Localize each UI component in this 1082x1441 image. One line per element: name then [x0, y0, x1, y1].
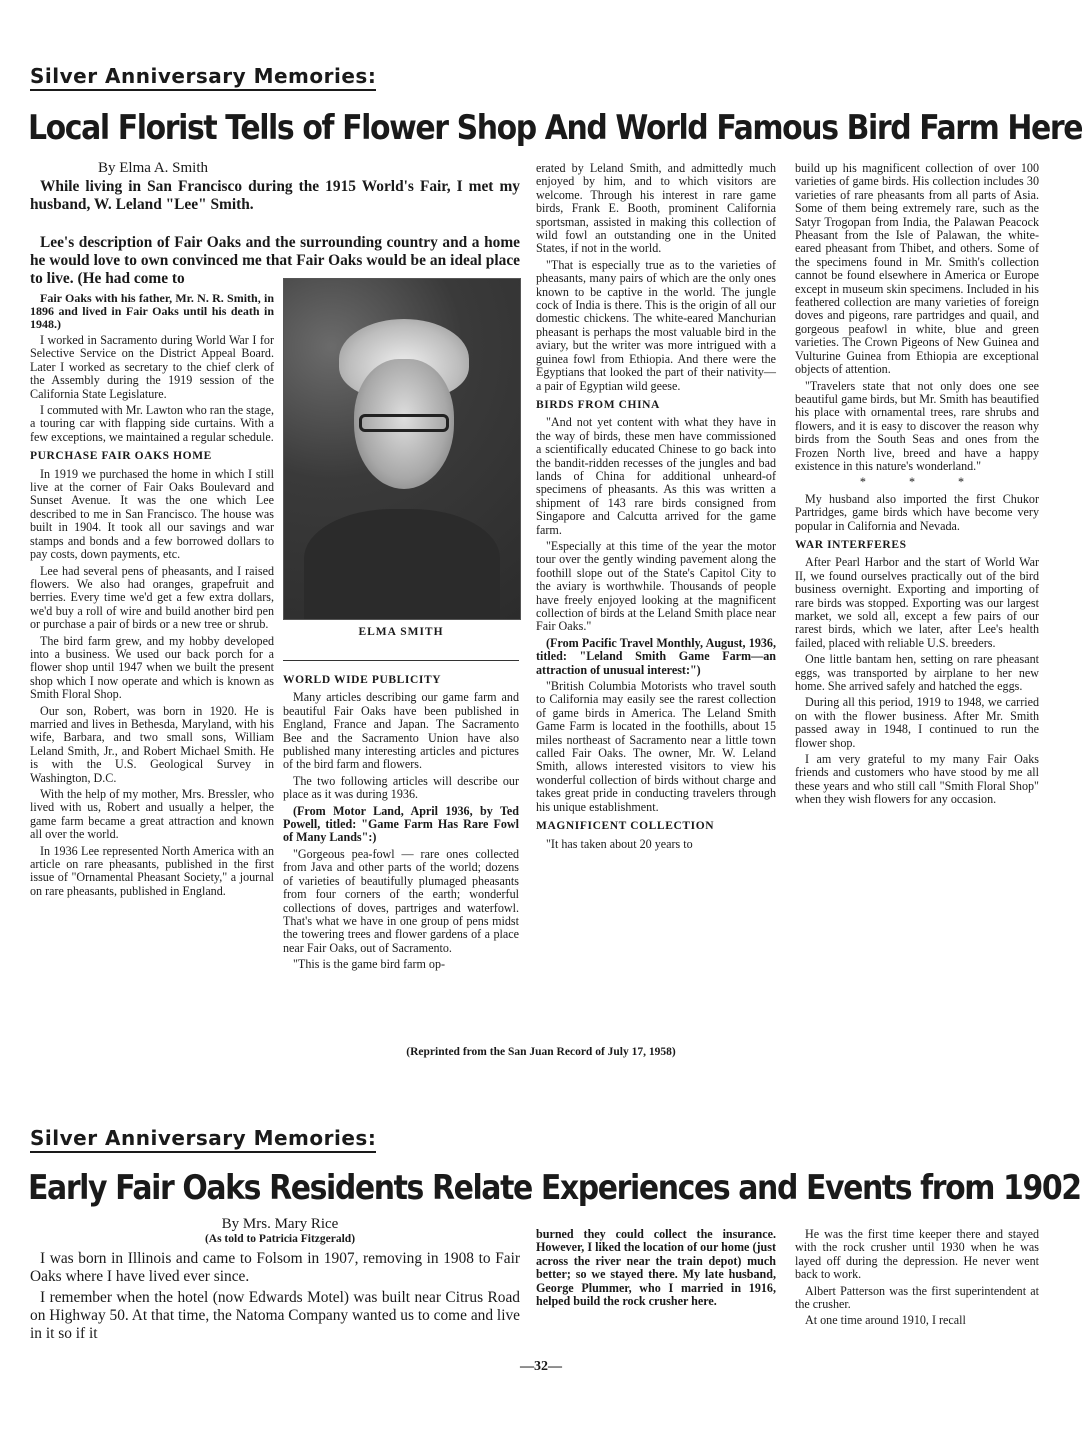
- article-column-3: [536, 162, 776, 1044]
- body-paragraph: "This is the game bird farm op-: [293, 957, 446, 972]
- byline: By Elma A. Smith: [97, 160, 208, 176]
- body-paragraph: I commuted with Mr. Lawton who ran the stage, a touring car with flapping side curtains. With a few exceptions, we maintained a regular schedule.: [30, 403, 274, 444]
- article2-column-4: [795, 1228, 1039, 1348]
- subheading: BIRDS FROM CHINA: [536, 398, 660, 411]
- lead-paragraph-a2-b: I remember when the hotel (now Edwards Motel) was built near Citrus Road on Highway 50. At that time, the Natoma Company wanted us to come and live in it so if it: [30, 1288, 520, 1342]
- lead-paragraph-2: Lee's description of Fair Oaks and the surrounding country and a home he would love to own convinced me that Fair Oaks would be an ideal place to live. (He had come to: [30, 234, 520, 287]
- article-column-1-body: [30, 292, 274, 1052]
- body-paragraph: "Travelers state that not only does one see beautiful game birds, but Mr. Smith has beautified his place with ornamental trees, rare shrubs and flowers, and it is easy to discover the reason why birds from the South Seas and ones from the Frozen North live, breed and have a happy existence in this nature's wonderland.": [795, 378, 1039, 473]
- caption-divider: [283, 660, 519, 661]
- body-paragraph: Our son, Robert, was born in 1920. He is married and lives in Bethesda, Maryland, with his wife, Barbara, and two small sons, William Leland Smith, Jr., and Robert Michael Smith. He is with the U.S. Geological Survey in Washington, D.C.: [30, 703, 274, 785]
- section-kicker: Silver Anniversary Memories:: [30, 64, 376, 91]
- body-paragraph: The bird farm grew, and my hobby developed into a business. We used our back porch for a flower shop until 1947 when we built the present shop which I now operate and which is known as Smith Floral Shop.: [30, 633, 274, 702]
- page-number: —32—: [520, 1359, 562, 1374]
- body-paragraph: burned they could collect the insurance. However, I liked the location of our home (just across the river near the train depot) much better; so we stayed there. My late husband, George Plummer, who I married in 1916, helped build the rock crusher here.: [536, 1227, 776, 1309]
- body-paragraph: "That is especially true as to the varieties of pheasants, many pairs of which are the only ones known to be captive in the world. The jungle cock of India is there. This is the origin of all our domestic chickens. The white-eared Manchurian pheasant is perhaps the most valuable bird in the aviary, but the writer was more intrigued with a guinea fowl from Ethiopia. And there were the Egyptians that looked the part of their nativity— a pair of Egyptian wild geese.: [536, 257, 776, 393]
- body-paragraph: With the help of my mother, Mrs. Bressler, who lived with us, Robert and usually a helper, the game farm became a great attraction and known all over the world.: [30, 787, 274, 842]
- lead-paragraph-a2: I was born in Illinois and came to Folsom in 1907, removing in 1908 to Fair Oaks where I have lived ever since.: [30, 1249, 520, 1285]
- body-paragraph: "And not yet content with what they have in the way of birds, these men have commissioned a scientifically educated Chinese to go back into the bandit-ridden recesses of the jungles and bad lands of China for additional unheard-of specimens of pheasants. As this was written a shipment of 143 rare birds consigned from Singapore and Calcutta arrived for the game farm.: [536, 415, 776, 537]
- section-break-stars: * * *: [859, 475, 985, 490]
- subheading: WAR INTERFERES: [795, 538, 907, 551]
- body-paragraph: "Especially at this time of the year the motor tour over the gently winding pavement along the foothill slope out of the State's Capitol City to the aviary is worthwhile. Thousands of people have freely enjoyed looking at the magnificent collection of birds at the Leland Smith place near Fair Oaks.": [536, 538, 776, 634]
- body-paragraph: The two following articles will describe our place as it was during 1936.: [283, 773, 519, 802]
- body-paragraph: Many articles describing our game farm and beautiful Fair Oaks have been published in England, France and Japan. The Sacramento Bee and the Sacramento Union have also published many interesting articles and pictures of the bird farm and flowers.: [283, 690, 519, 772]
- article-column-2: [283, 668, 519, 1046]
- body-paragraph: I am very grateful to my many Fair Oaks friends and customers who have stood by me all these years and who still call "Smith Floral Shop" when they wish flowers for any occasion.: [795, 752, 1039, 807]
- body-paragraph: My husband also imported the first Chukor Partridges, game birds which have become very popular in California and Nevada.: [795, 491, 1039, 533]
- subheading: PURCHASE FAIR OAKS HOME: [30, 450, 212, 463]
- lead-paragraph: While living in San Francisco during the 1915 World's Fair, I met my husband, W. Leland "Lee" Smith.: [30, 178, 520, 214]
- body-paragraph: After Pearl Harbor and the start of World War II, we found ourselves practically out of the bird business overnight. Exporting and importing of rare birds was stopped. Exporting was our largest market, we sold all, except a few pairs of our rarest birds, which we later, after Lee's health failed, placed with reliable U.S. breeders.: [795, 555, 1039, 650]
- section-kicker-2: Silver Anniversary Memories:: [30, 1126, 376, 1153]
- headline: Local Florist Tells of Flower Shop And World Famous Bird Farm Here: [28, 108, 1082, 148]
- body-paragraph: He was the first time keeper there and stayed with the rock crusher until 1930 when he was layed off during the depression. He never went back to work.: [795, 1227, 1039, 1282]
- subheading: MAGNIFICENT COLLECTION: [536, 820, 715, 833]
- article2-column-1: [30, 1218, 520, 1358]
- body-paragraph: In 1936 Lee represented North America with an article on rare pheasants, published in the first issue of "Ornamental Pheasant Society," a journal on rare pheasants, published in England.: [30, 843, 274, 898]
- body-paragraph: "It has taken about 20 years to: [546, 836, 693, 851]
- body-paragraph: At one time around 1910, I recall: [805, 1313, 966, 1328]
- article2-column-3: [536, 1228, 776, 1348]
- lead-paragraph-3: Fair Oaks with his father, Mr. N. R. Smith, in 1896 and lived in Fair Oaks until his death in 1948.): [30, 291, 274, 331]
- body-paragraph: build up his magnificent collection of over 100 varieties of game birds. His collection includes 30 varieties of rare pheasants from all parts of Asia. Some of them being extremely rare, such as the Satyr Trogopan from India, the Palawan Peacock Pheasant from the Isle of Palawan, the white-eared pheasant from Thibet, and others. Some of the specimens found in Mr. Smith's collection cannot be found elsewhere in America or Europe except in museum skin specimens. Included in his feathered collection are many varieties of foreign doves and pigeons, rare partridges and quail, and gorgeous peafowl in white, blue and green varieties. The Crown Pigeons of New Guinea and Vulturine Guinea from Ethiopia are exceptional objects of attention.: [795, 161, 1039, 377]
- body-paragraph: Albert Patterson was the first superintendent at the crusher.: [795, 1283, 1039, 1312]
- byline-2: By Mrs. Mary Rice: [221, 1216, 339, 1232]
- source-note: (From Motor Land, April 1936, by Ted Powell, titled: "Game Farm Has Rare Fowl of Many Lands":): [283, 803, 519, 845]
- body-paragraph: During all this period, 1919 to 1948, we carried on with the flower business. After Mr. Smith passed away in 1948, I continued to run the flower shop.: [795, 695, 1039, 750]
- photo-body: [304, 509, 500, 619]
- subheading: WORLD WIDE PUBLICITY: [283, 674, 442, 686]
- reprint-note: (Reprinted from the San Juan Record of July 17, 1958): [406, 1046, 676, 1058]
- body-paragraph: I worked in Sacramento during World War I for Selective Service on the District Appeal Board. Later I worked as secretary to the chief clerk of the Assembly during the 1919 session of the California State Legislature.: [30, 333, 274, 401]
- headline-2: Early Fair Oaks Residents Relate Experiences and Events from 1902: [28, 1168, 1081, 1208]
- body-paragraph: "Gorgeous pea-fowl — rare ones collected from Java and other parts of the world; dozens of varieties of beautifully plumaged pheasants from four corners of the earth; wonderful collections of doves, partriges and waterfowl. That's what we have in one group of pens midst the towering trees and flower gardens of a place near Fair Oaks, out of Sacramento.: [283, 846, 519, 955]
- byline-sub: (As told to Patricia Fitzgerald): [204, 1233, 356, 1246]
- source-note: (From Pacific Travel Monthly, August, 1936, titled: "Leland Smith Game Farm—an attraction of unusual interest:"): [536, 635, 776, 677]
- article-column-4: [795, 162, 1039, 1044]
- portrait-photo: [283, 278, 521, 620]
- body-paragraph: Lee had several pens of pheasants, and I raised flowers. We also had oranges, grapefruit and berries. Every time we'd get a few extra dollars, we'd buy a roll of wire and build another bird pen or purchase a pair of birds or a new tree or shrub.: [30, 563, 274, 632]
- body-paragraph: In 1919 we purchased the home in which I still live at the corner of Fair Oaks Boulevard and Sunset Avenue. It was the one which Lee described to me in San Francisco. The house was built in 1904. It took all our savings and war stamps and bonds and a few borrowed dollars to pay costs, down payments, etc.: [30, 466, 274, 562]
- body-paragraph: "British Columbia Motorists who travel south to California may easily see the rarest collection of game birds in America. The Leland Smith Game Farm is located in the foothills, about 15 miles northeast of Sacramento near a little town called Fair Oaks. The owner, Mr. W. Leland Smith, allows interested visitors to view his wonderful collection of birds without charge and takes great pride in conducting travelers through his unique establishment.: [536, 679, 776, 814]
- photo-glasses: [359, 414, 449, 432]
- body-paragraph: erated by Leland Smith, and admittedly much enjoyed by him, and to which visitors are welcome. Through his interest in rare game birds, Frank E. Booth, prominent California sportsman, assisted in making this collection of wild fowl an outstanding one in the United States, if not in the world.: [536, 161, 776, 256]
- photo-caption: ELMA SMITH: [358, 626, 444, 638]
- body-paragraph: One little bantam hen, setting on rare pheasant eggs, was transported by airplane to her new home. She arrived safely and hatched the eggs.: [795, 652, 1039, 694]
